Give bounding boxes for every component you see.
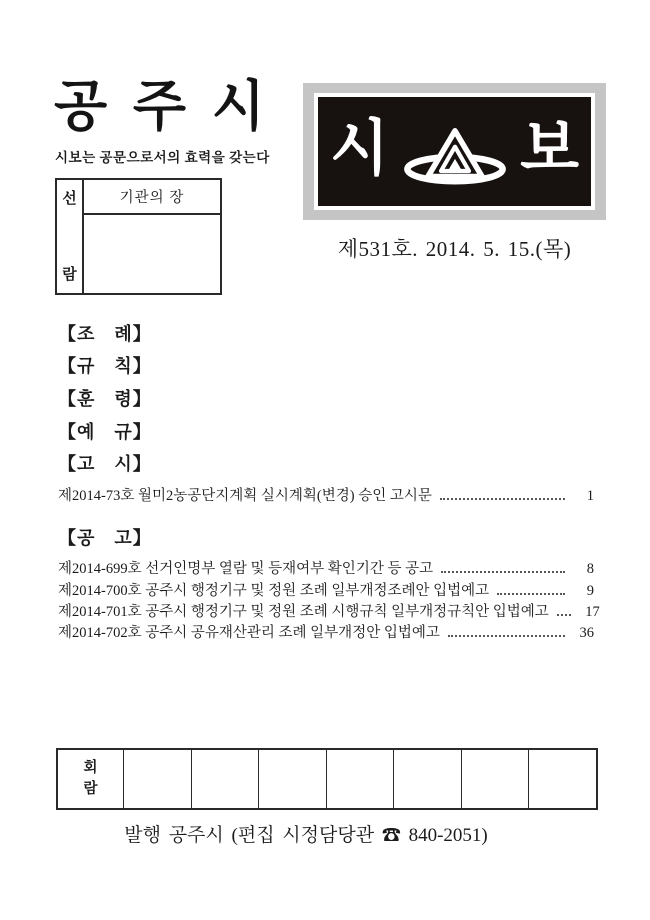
- page-title: 공 주 시: [54, 76, 267, 137]
- toc-page-number: 36: [579, 625, 594, 641]
- section-notice-gosi: 【고 시】: [58, 454, 152, 474]
- dotted-leader: [440, 498, 565, 500]
- circulation-empty-cell-5: [393, 750, 461, 808]
- dotted-leader: [448, 635, 565, 637]
- circulation-empty-cell-7: [528, 750, 596, 808]
- toc-entry-title: 제2014-700호 공주시 행정기구 및 정원 조례 일부개정조례안 입법예고: [58, 583, 490, 599]
- review-side-label-bottom: 람: [62, 267, 77, 283]
- toc-page-number: 17: [585, 604, 600, 620]
- circulation-empty-cell-3: [258, 750, 326, 808]
- review-side-label: [57, 180, 84, 293]
- circulation-table: [56, 748, 598, 810]
- gazette-effect-subtitle: 시보는 공문으로서의 효력을 갖는다: [55, 150, 270, 165]
- circulation-empty-cell-1: [123, 750, 191, 808]
- review-side-label-top: 선: [62, 191, 77, 207]
- circulation-empty-cell-2: [191, 750, 259, 808]
- circulation-empty-cell-4: [326, 750, 394, 808]
- review-signature-column: [84, 180, 220, 293]
- circulation-label-bottom: 람: [83, 781, 98, 797]
- circulation-label-top: 회: [83, 760, 98, 776]
- issue-number-date: 제531호. 2014. 5. 15.(목): [337, 237, 572, 261]
- section-rule: 【규 칙】: [58, 356, 152, 376]
- review-signature-area: [84, 215, 220, 293]
- review-header-agency-head: 기관의 장: [84, 180, 220, 215]
- dotted-leader: [497, 593, 565, 595]
- toc-page-number: 9: [586, 583, 594, 599]
- toc-page-number: 1: [586, 488, 594, 504]
- section-public-announcement: 【공 고】: [58, 528, 152, 548]
- section-ordinance: 【조 례】: [58, 324, 152, 344]
- sibo-masthead: [303, 83, 606, 220]
- masthead-char-bo: 보: [520, 116, 579, 183]
- toc-row-gonggo-2: [58, 579, 594, 600]
- toc-row-gonggo-4: [58, 621, 594, 642]
- toc-page-number: 8: [586, 561, 594, 577]
- toc-row-gonggo-3: [58, 600, 600, 621]
- toc-entry-title: 제2014-699호 선거인명부 열람 및 등재여부 확인기간 등 공고: [58, 561, 434, 577]
- toc-row-gosi-1: [58, 484, 594, 505]
- mountain-triangle-emblem-icon: [399, 128, 511, 186]
- circulation-empty-cell-6: [461, 750, 529, 808]
- publisher-footer: 발행 공주시 (편집 시정담당관 ☎ 840-2051): [124, 825, 488, 846]
- masthead-char-si: 시: [330, 116, 389, 183]
- toc-entry-title: 제2014-701호 공주시 행정기구 및 정원 조례 시행규칙 일부개정규칙안 입법예고: [58, 604, 549, 620]
- sibo-masthead-inner: [314, 93, 595, 210]
- toc-entry-title: 제2014-702호 공주시 공유재산관리 조례 일부개정안 입법예고: [58, 625, 440, 641]
- section-directive: 【훈 령】: [58, 389, 152, 409]
- dotted-leader: [557, 614, 571, 616]
- dotted-leader: [441, 571, 565, 573]
- toc-entry-title: 제2014-73호 월미2농공단지계획 실시계획(변경) 승인 고시문: [58, 488, 432, 504]
- toc-row-gonggo-1: [58, 557, 594, 578]
- section-established-rule: 【예 규】: [58, 422, 152, 442]
- circulation-label-cell: [58, 750, 123, 808]
- review-approval-box: [55, 178, 222, 295]
